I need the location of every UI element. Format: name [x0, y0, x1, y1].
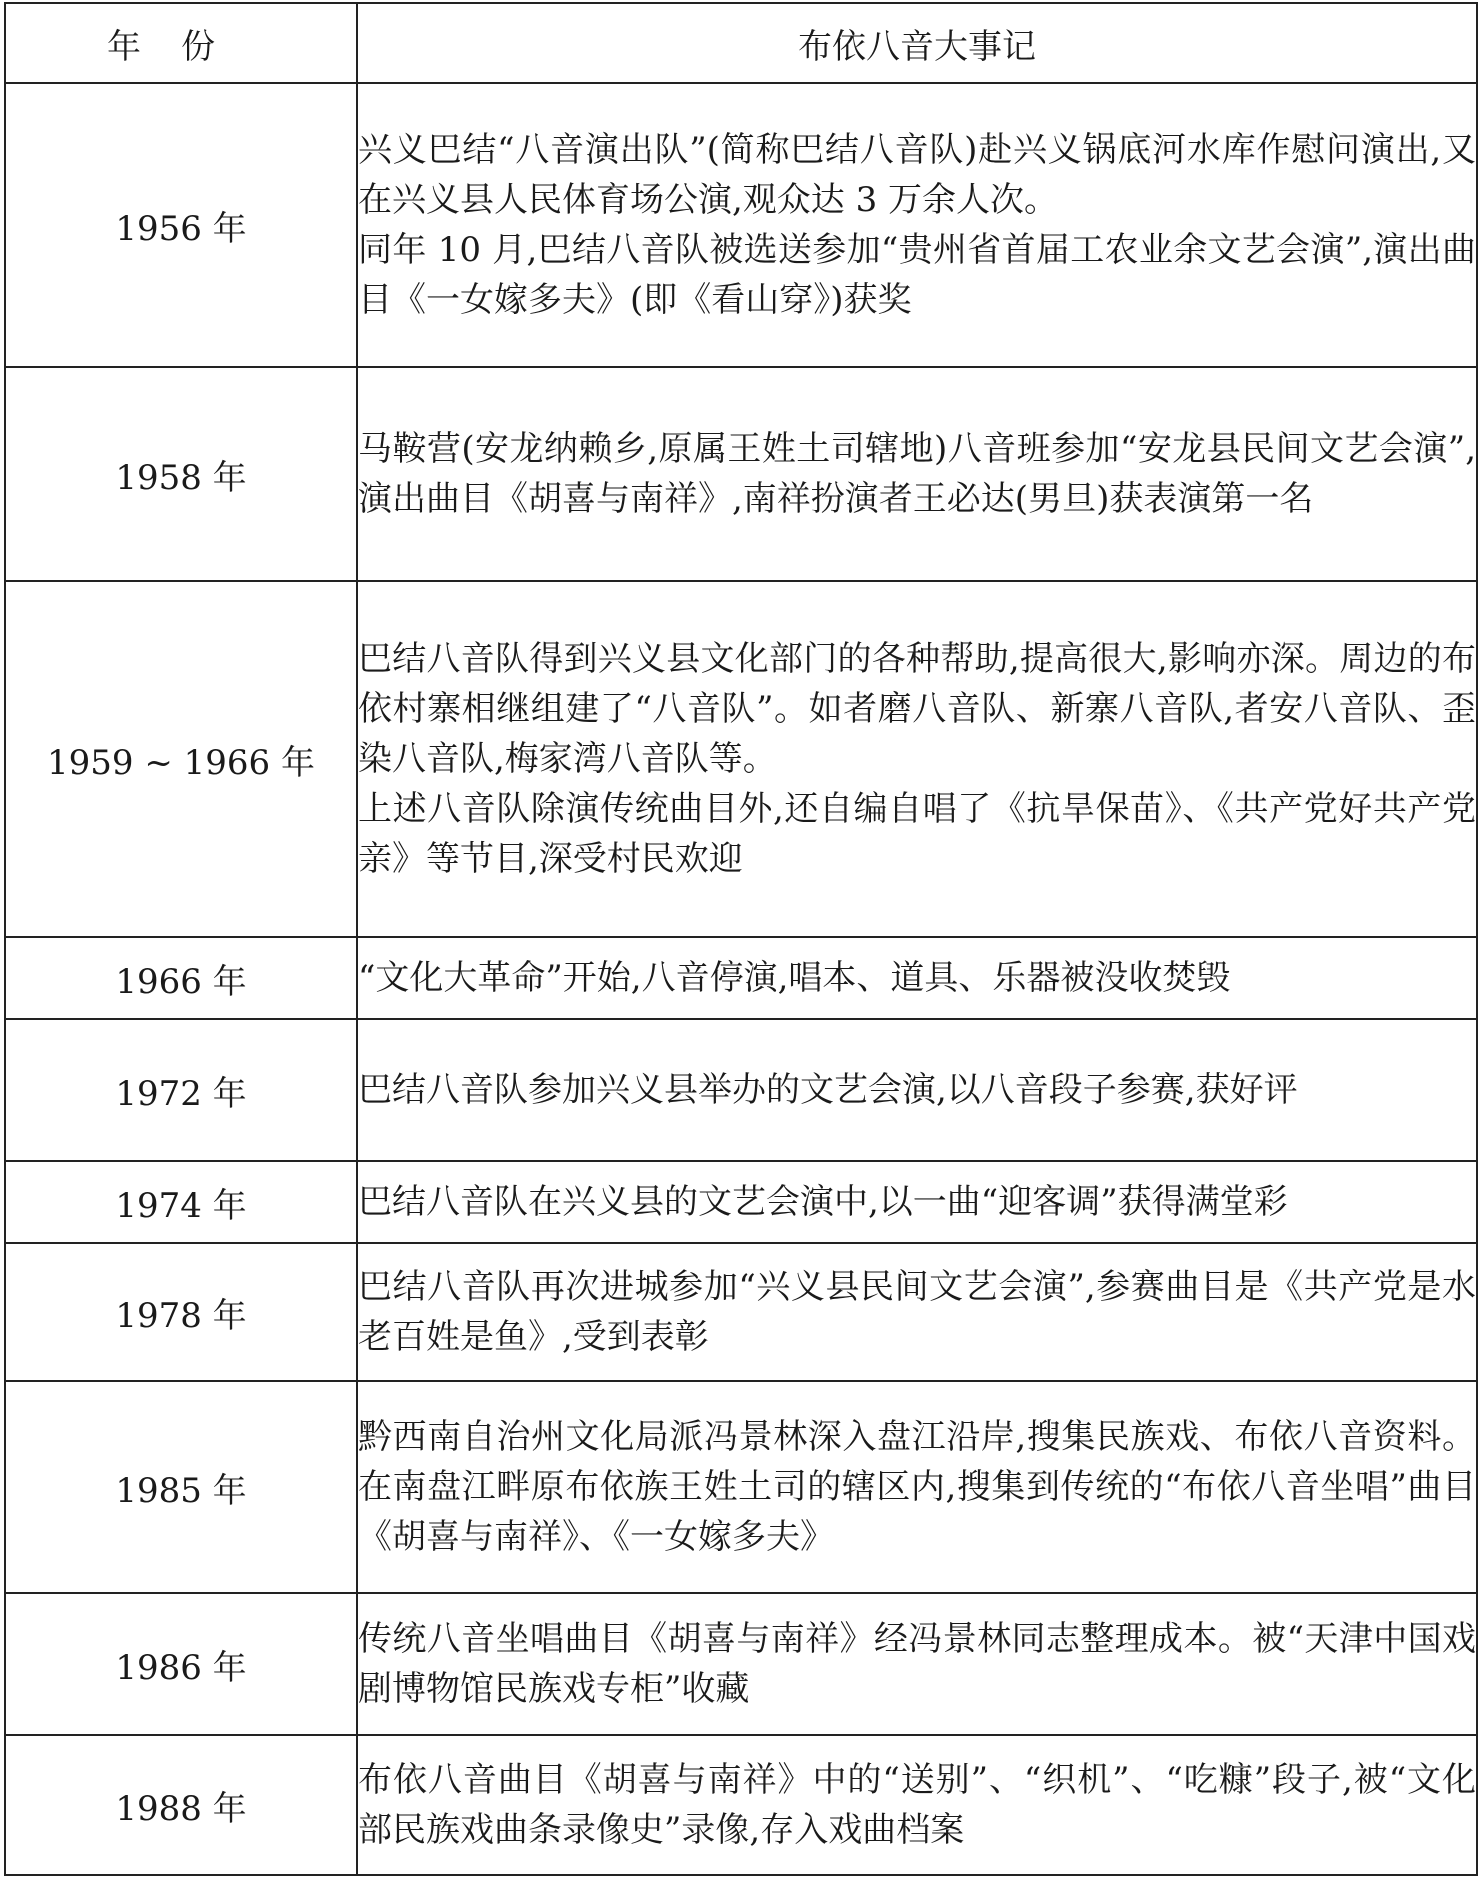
- year-cell: 1988 年: [5, 1735, 357, 1875]
- table-row: [5, 1381, 1477, 1593]
- table-row: [5, 83, 1477, 367]
- event-paragraph: 巴结八音队在兴义县的文艺会演中,以一曲“迎客调”获得满堂彩: [358, 1182, 1288, 1222]
- event-paragraph: 黔西南自治州文化局派冯景林深入盘江沿岸,搜集民族戏、布依八音资料。在南盘江畔原布依族王姓土司的辖区内,搜集到传统的“布依八音坐唱”曲目《胡喜与南祥》、《一女嫁多夫》: [358, 1417, 1476, 1557]
- event-paragraph: 巴结八音队参加兴义县举办的文艺会演,以八音段子参赛,获好评: [358, 1070, 1298, 1110]
- event-paragraph: 同年 10 月,巴结八音队被选送参加“贵州省首届工农业余文艺会演”,演出曲目《一女嫁多夫》(即《看山穿》)获奖: [358, 230, 1476, 320]
- event-cell: [357, 581, 1477, 937]
- event-paragraph: 巴结八音队得到兴义县文化部门的各种帮助,提高很大,影响亦深。周边的布依村寨相继组建了“八音队”。如者磨八音队、新寨八音队,者安八音队、歪染八音队,梅家湾八音队等。: [358, 639, 1476, 779]
- table-row: [5, 1243, 1477, 1381]
- event-paragraph: 传统八音坐唱曲目《胡喜与南祥》经冯景林同志整理成本。被“天津中国戏剧博物馆民族戏专柜”收藏: [358, 1619, 1476, 1709]
- event-cell: [357, 937, 1477, 1019]
- year-cell: 1958 年: [5, 367, 357, 581]
- event-paragraph: 巴结八音队再次进城参加“兴义县民间文艺会演”,参赛曲目是《共产党是水老百姓是鱼》,受到表彰: [358, 1267, 1476, 1357]
- year-cell: 1972 年: [5, 1019, 357, 1161]
- event-cell: [357, 1381, 1477, 1593]
- event-cell: [357, 1019, 1477, 1161]
- year-cell: 1974 年: [5, 1161, 357, 1243]
- event-cell: [357, 367, 1477, 581]
- table-row: [5, 581, 1477, 937]
- year-cell: 1978 年: [5, 1243, 357, 1381]
- table-row: [5, 1161, 1477, 1243]
- table-row: [5, 1735, 1477, 1875]
- event-cell: [357, 1593, 1477, 1735]
- event-paragraph: “文化大革命”开始,八音停演,唱本、道具、乐器被没收焚毁: [358, 958, 1231, 998]
- event-cell: [357, 1735, 1477, 1875]
- year-cell: 1985 年: [5, 1381, 357, 1593]
- year-cell: 1959 ~ 1966 年: [5, 581, 357, 937]
- event-paragraph: 马鞍营(安龙纳赖乡,原属王姓土司辖地)八音班参加“安龙县民间文艺会演”,演出曲目《胡喜与南祥》,南祥扮演者王必达(男旦)获表演第一名: [358, 429, 1476, 519]
- table-row: [5, 367, 1477, 581]
- year-cell: 1986 年: [5, 1593, 357, 1735]
- event-column-header: 布依八音大事记: [357, 3, 1477, 83]
- year-cell: 1956 年: [5, 83, 357, 367]
- event-cell: [357, 1243, 1477, 1381]
- events-table: [4, 2, 1478, 1876]
- table-row: [5, 1019, 1477, 1161]
- header-row: [5, 3, 1477, 83]
- event-cell: [357, 83, 1477, 367]
- event-paragraph: 布依八音曲目《胡喜与南祥》中的“送别”、“织机”、“吃糠”段子,被“文化部民族戏曲条录像史”录像,存入戏曲档案: [358, 1760, 1476, 1850]
- year-column-header: 年份: [5, 3, 357, 83]
- year-cell: 1966 年: [5, 937, 357, 1019]
- table-row: [5, 1593, 1477, 1735]
- event-paragraph: 上述八音队除演传统曲目外,还自编自唱了《抗旱保苗》、《共产党好共产党亲》等节目,深受村民欢迎: [358, 789, 1476, 879]
- table-row: [5, 937, 1477, 1019]
- event-cell: [357, 1161, 1477, 1243]
- event-paragraph: 兴义巴结“八音演出队”(简称巴结八音队)赴兴义锅底河水库作慰问演出,又在兴义县人民体育场公演,观众达 3 万余人次。: [358, 130, 1476, 220]
